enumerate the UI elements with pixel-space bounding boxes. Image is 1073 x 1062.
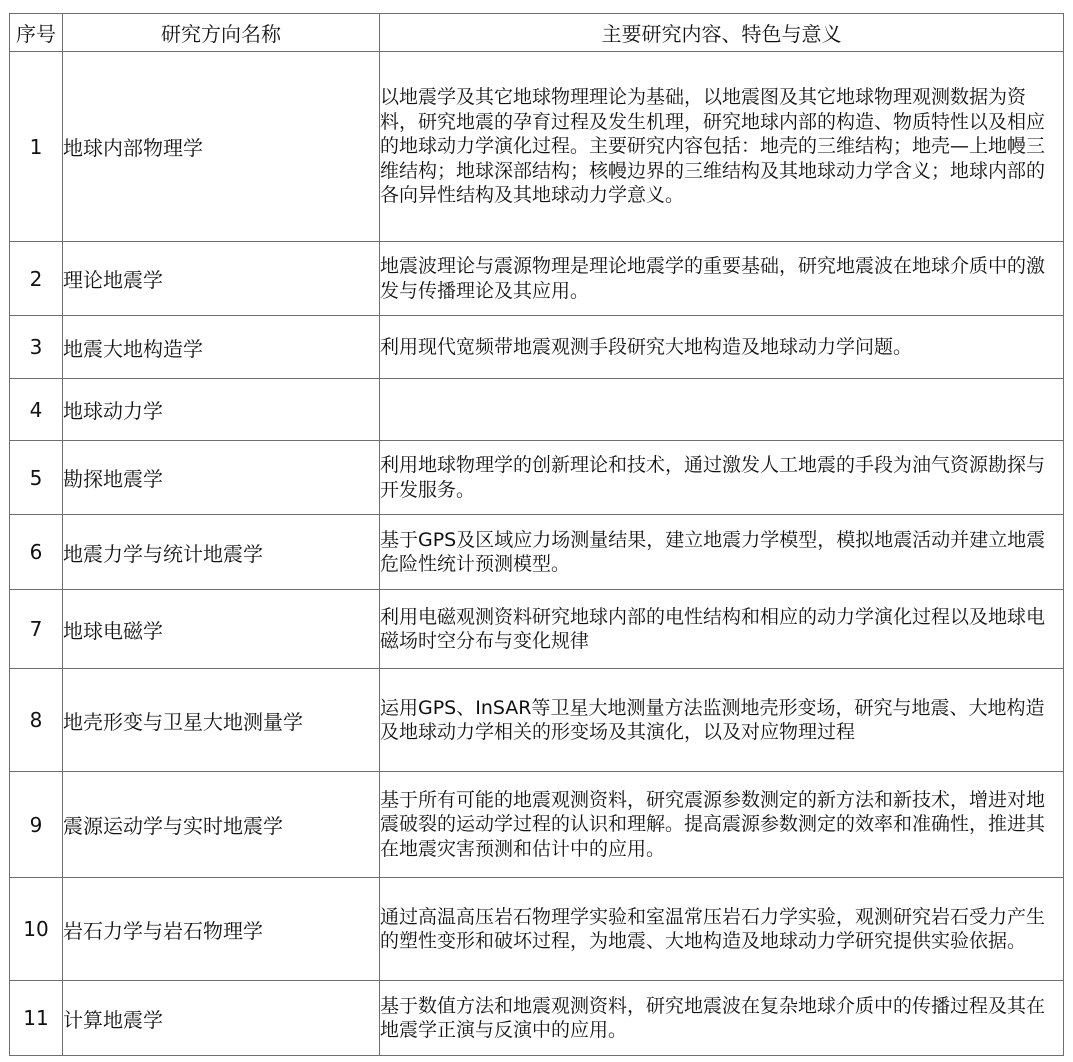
table-row [10, 441, 1064, 515]
direction-name: 震源运动学与实时地震学 [63, 772, 380, 878]
row-index: 6 [10, 515, 63, 590]
row-index: 3 [10, 316, 63, 379]
row-index: 9 [10, 772, 63, 878]
row-index: 11 [10, 981, 63, 1056]
direction-content: 基于所有可能的地震观测资料，研究震源参数测定的新方法和新技术，增进对地震破裂的运动学过程的认识和理解。提高震源参数测定的效率和准确性，推进其在地震灾害预测和估计中的应用。 [380, 772, 1064, 878]
table-row [10, 590, 1064, 669]
table-row [10, 669, 1064, 772]
direction-content: 通过高温高压岩石物理学实验和室温常压岩石力学实验，观测研究岩石受力产生的塑性变形和破坏过程，为地震、大地构造及地球动力学研究提供实验依据。 [380, 878, 1064, 981]
direction-content: 利用现代宽频带地震观测手段研究大地构造及地球动力学问题。 [380, 316, 1064, 379]
header-index: 序号 [10, 14, 63, 52]
row-index: 8 [10, 669, 63, 772]
direction-name: 勘探地震学 [63, 441, 380, 515]
table-row [10, 316, 1064, 379]
direction-name: 地球动力学 [63, 379, 380, 441]
direction-content: 以地震学及其它地球物理理论为基础，以地震图及其它地球物理观测数据为资料，研究地震的孕育过程及发生机理，研究地球内部的构造、物质特性以及相应的地球动力学演化过程。主要研究内容包括：地壳的三维结构；地壳—上地幔三维结构；地球深部结构；核幔边界的三维结构及其地球动力学含义；地球内部的各向异性结构及其地球动力学意义。 [380, 52, 1064, 242]
direction-content: 利用地球物理学的创新理论和技术，通过激发人工地震的手段为油气资源勘探与开发服务。 [380, 441, 1064, 515]
table-row [10, 515, 1064, 590]
direction-name: 地球电磁学 [63, 590, 380, 669]
header-content: 主要研究内容、特色与意义 [380, 14, 1064, 52]
row-index: 10 [10, 878, 63, 981]
direction-content [380, 379, 1064, 441]
direction-content: 地震波理论与震源物理是理论地震学的重要基础，研究地震波在地球介质中的激发与传播理论及其应用。 [380, 242, 1064, 316]
table-row [10, 772, 1064, 878]
direction-name: 地壳形变与卫星大地测量学 [63, 669, 380, 772]
direction-name: 理论地震学 [63, 242, 380, 316]
direction-content: 运用GPS、InSAR等卫星大地测量方法监测地壳形变场，研究与地震、大地构造及地球动力学相关的形变场及其演化，以及对应物理过程 [380, 669, 1064, 772]
header-direction-name: 研究方向名称 [63, 14, 380, 52]
row-index: 1 [10, 52, 63, 242]
row-index: 4 [10, 379, 63, 441]
table-row [10, 52, 1064, 242]
table-row [10, 242, 1064, 316]
direction-name: 岩石力学与岩石物理学 [63, 878, 380, 981]
direction-name: 地震力学与统计地震学 [63, 515, 380, 590]
direction-content: 利用电磁观测资料研究地球内部的电性结构和相应的动力学演化过程以及地球电磁场时空分布与变化规律 [380, 590, 1064, 669]
row-index: 7 [10, 590, 63, 669]
research-directions-table [9, 13, 1064, 1056]
direction-name: 地球内部物理学 [63, 52, 380, 242]
direction-content: 基于GPS及区域应力场测量结果，建立地震力学模型，模拟地震活动并建立地震危险性统计预测模型。 [380, 515, 1064, 590]
table-row [10, 878, 1064, 981]
table-row [10, 981, 1064, 1056]
row-index: 2 [10, 242, 63, 316]
direction-content: 基于数值方法和地震观测资料，研究地震波在复杂地球介质中的传播过程及其在地震学正演与反演中的应用。 [380, 981, 1064, 1056]
direction-name: 地震大地构造学 [63, 316, 380, 379]
direction-name: 计算地震学 [63, 981, 380, 1056]
row-index: 5 [10, 441, 63, 515]
table-row [10, 379, 1064, 441]
header-row [10, 14, 1064, 52]
